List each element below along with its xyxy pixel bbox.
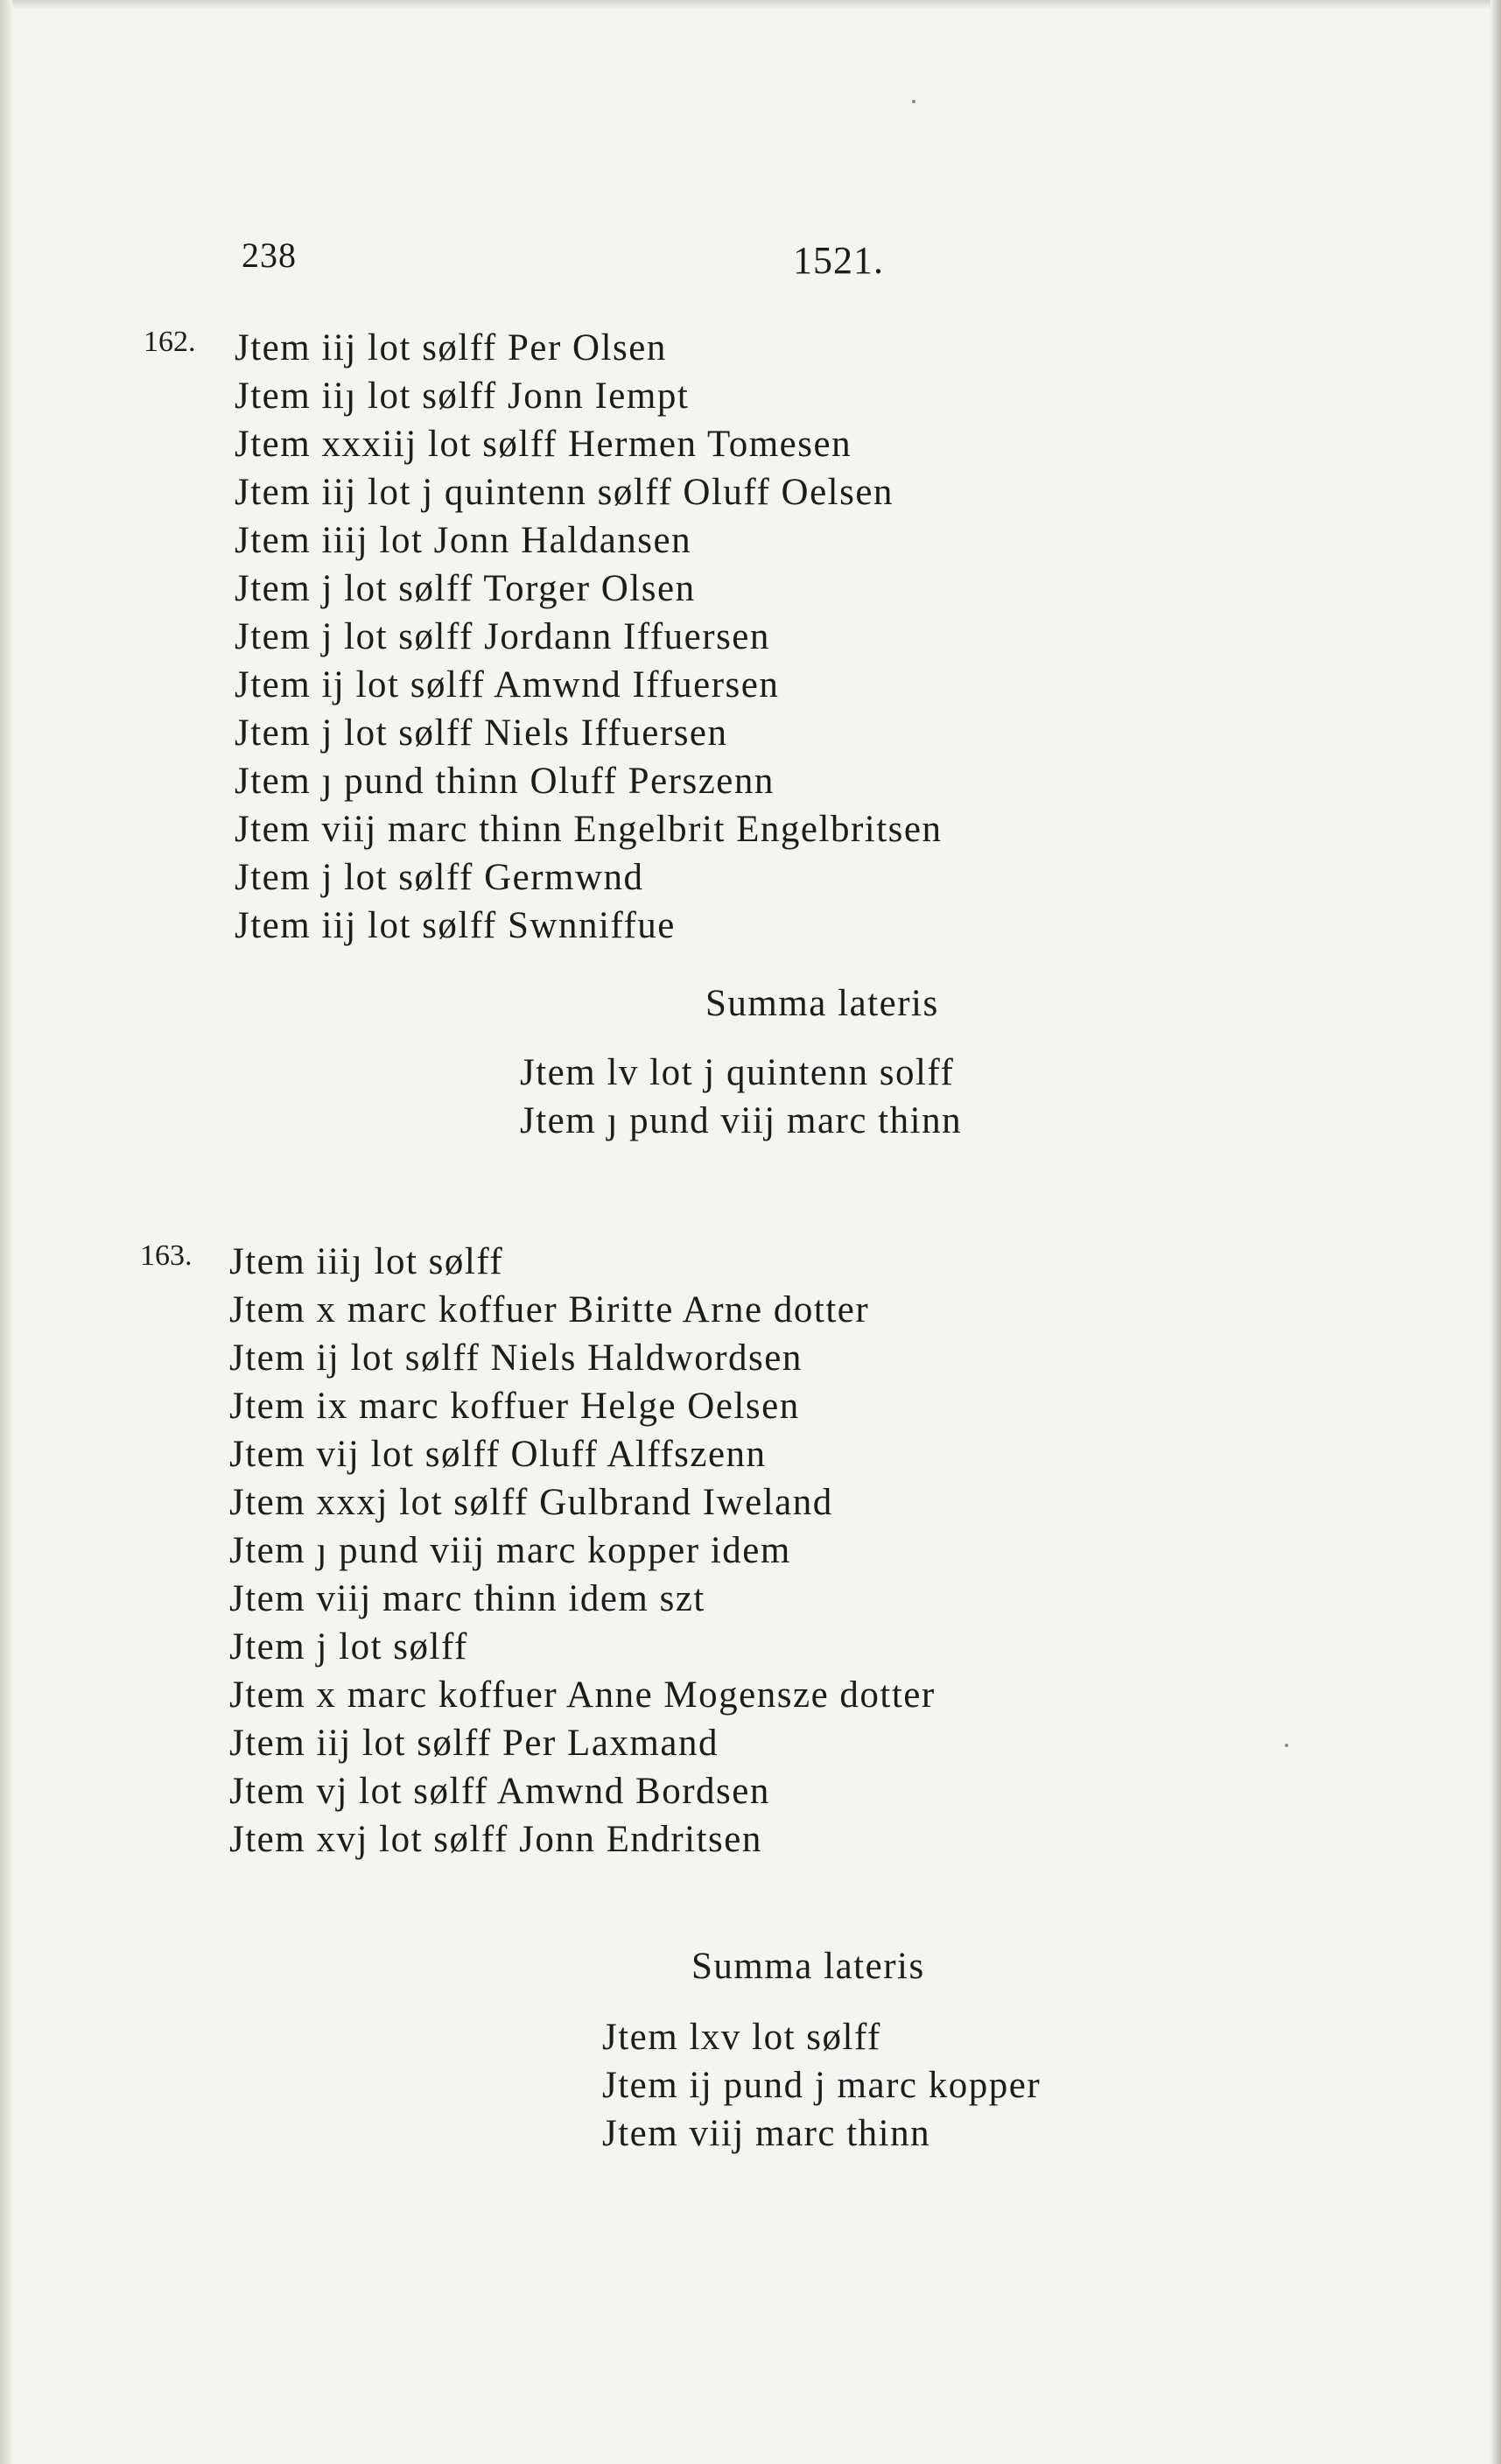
summa-line: Jtem ij pund j marc kopper	[602, 2065, 1042, 2106]
entry-line: Jtem iij lot sølff Per Olsen	[235, 327, 667, 369]
entry-line: Jtem iiiȷ lot sølff	[229, 1241, 504, 1282]
entry-line: Jtem ij lot sølff Niels Haldwordsen	[229, 1337, 803, 1379]
summa-162-lines	[520, 1049, 962, 1145]
entry-line: Jtem ȷ pund viij marc kopper idem	[229, 1530, 791, 1571]
summa-line: Jtem ȷ pund viij marc thinn	[520, 1100, 963, 1141]
entry-line: Jtem ȷ pund thinn Oluff Perszenn	[235, 761, 775, 802]
entry-line: Jtem xvj lot sølff Jonn Endritsen	[229, 1819, 762, 1860]
entry-line: Jtem iij lot j quintenn sølff Oluff Oelsen	[235, 472, 894, 513]
page-number: 238	[242, 235, 297, 275]
entry-number-162: 162.	[144, 326, 196, 358]
entry-line: Jtem iij lot sølff Per Laxmand	[229, 1723, 719, 1764]
entry-line: Jtem ix marc koffuer Helge Oelsen	[229, 1386, 800, 1427]
entry-line: Jtem x marc koffuer Anne Mogensze dotter	[229, 1674, 936, 1716]
entry-line: Jtem viij marc thinn Engelbrit Engelbritsen	[235, 809, 943, 850]
entry-line: Jtem xxxiij lot sølff Hermen Tomesen	[235, 424, 852, 465]
page-edge-top	[0, 0, 1501, 9]
scan-speck	[1285, 1744, 1288, 1747]
page-edge-right	[1490, 0, 1501, 2464]
page-edge-left	[0, 0, 12, 2464]
summa-line: Jtem lxv lot sølff	[602, 2017, 881, 2058]
entry-line: Jtem j lot sølff Germwnd	[235, 857, 644, 898]
entry-number-163: 163.	[140, 1239, 193, 1272]
entry-line: Jtem j lot sølff Niels Iffuersen	[235, 713, 728, 754]
summa-line: Jtem lv lot j quintenn solff	[520, 1052, 955, 1093]
summa-heading-163: Summa lateris	[691, 1946, 925, 1987]
entry-line: Jtem vj lot sølff Amwnd Bordsen	[229, 1771, 770, 1812]
summa-heading-162: Summa lateris	[705, 983, 939, 1024]
entry-163-lines	[229, 1238, 936, 1864]
entry-line: Jtem iiij lot Jonn Haldansen	[235, 520, 692, 561]
entry-line: Jtem vij lot sølff Oluff Alffszenn	[229, 1434, 767, 1475]
entry-line: Jtem j lot sølff Jordann Iffuersen	[235, 616, 770, 657]
entry-line: Jtem viij marc thinn idem szt	[229, 1578, 705, 1619]
entry-line: Jtem iij lot sølff Swnniffue	[235, 905, 676, 946]
entry-line: Jtem ij lot sølff Amwnd Iffuersen	[235, 664, 780, 706]
entry-162-lines	[235, 324, 942, 950]
summa-163-lines	[602, 2013, 1041, 2158]
entry-line: Jtem xxxj lot sølff Gulbrand Iweland	[229, 1482, 833, 1523]
summa-line: Jtem viij marc thinn	[602, 2113, 931, 2154]
entry-line: Jtem iiȷ lot sølff Jonn Iempt	[235, 376, 690, 417]
entry-line: Jtem j lot sølff Torger Olsen	[235, 568, 696, 609]
entry-line: Jtem x marc koffuer Biritte Arne dotter	[229, 1289, 870, 1330]
entry-line: Jtem j lot sølff	[229, 1626, 468, 1667]
page-year: 1521.	[793, 239, 884, 282]
scan-speck	[912, 100, 915, 103]
